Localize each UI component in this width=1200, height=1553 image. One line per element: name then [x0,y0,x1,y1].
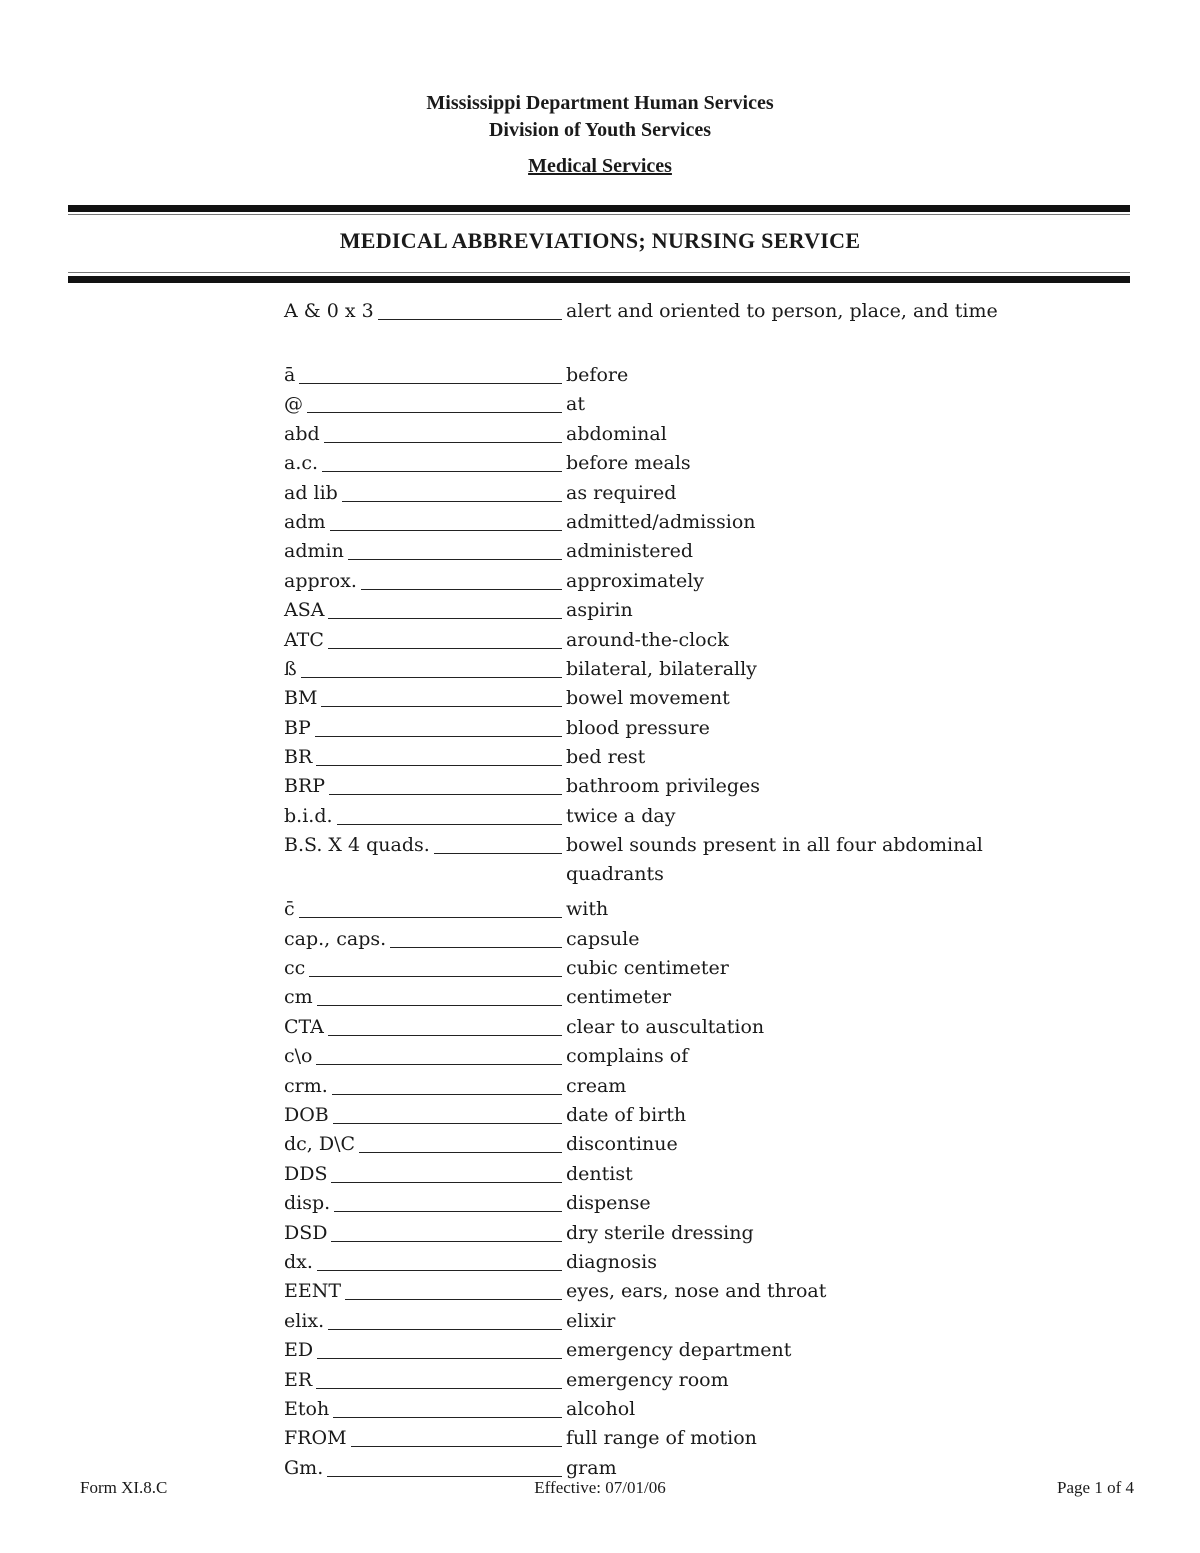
leader-line [284,706,562,707]
top-rule [68,205,1130,212]
abbreviation: DSD [284,1219,331,1248]
abbreviation: c\o [284,1042,316,1071]
org-name-line2: Division of Youth Services [488,119,712,141]
abbreviation-meaning: eyes, ears, nose and throat [566,1280,827,1303]
abbreviation-meaning: centimeter [566,986,672,1009]
abbreviation-row [284,1219,1044,1248]
abbreviation-list [284,297,1044,1483]
leader-line [284,412,562,413]
abbreviation: a.c. [284,449,322,478]
abbreviation-row [284,361,1044,390]
leader-line [284,736,562,737]
abbreviation-row [284,772,1044,801]
abbreviation-meaning: elixir [566,1309,616,1332]
abbreviation-row [284,567,1044,596]
abbreviation-meaning: bowel sounds present in all four abdominal quadrants [566,834,983,886]
abbreviation: adm [284,508,330,537]
abbreviation-row [284,1336,1044,1365]
abbreviation-row [284,743,1044,772]
org-name-line1: Mississippi Department Human Services [426,92,774,114]
effective-date: Effective: 07/01/06 [534,1478,666,1497]
abbreviation-meaning: before meals [566,452,691,475]
abbreviation: ATC [284,626,328,655]
abbreviation: ā [284,361,299,390]
abbreviation-row [284,390,1044,419]
abbreviation: cc [284,954,309,983]
abbreviation-row [284,684,1044,713]
abbreviation-meaning: twice a day [566,804,676,827]
abbreviation: BM [284,684,321,713]
leader-line [284,976,562,977]
abbreviation: dx. [284,1248,317,1277]
abbreviation-meaning: dentist [566,1162,633,1185]
abbreviation-meaning: cream [566,1074,627,1097]
abbreviation-row [284,1366,1044,1395]
abbreviation-meaning: full range of motion [566,1427,757,1450]
abbreviation: c̄ [284,895,299,924]
abbreviation-meaning: emergency department [566,1339,792,1362]
abbreviation-row [284,655,1044,684]
abbreviation: admin [284,537,348,566]
abbreviation-row [284,420,1044,449]
abbreviation: Gm. [284,1454,327,1483]
leader-line [284,471,562,472]
section-title: Medical Services [528,155,672,177]
abbreviation: A & 0 x 3 [284,297,378,326]
abbreviation-meaning: diagnosis [566,1250,657,1273]
abbreviation-meaning: with [566,898,609,921]
top-rule-thin [68,214,1130,215]
abbreviation-meaning: at [566,393,585,416]
abbreviation-meaning: dispense [566,1192,651,1215]
abbreviation-meaning: bowel movement [566,687,730,710]
abbreviation-meaning: bathroom privileges [566,775,760,798]
abbreviation-meaning: discontinue [566,1133,678,1156]
abbreviation: B.S. X 4 quads. [284,831,434,860]
abbreviation-row [284,1042,1044,1071]
abbreviation: BR [284,743,316,772]
leader-line [284,1358,562,1359]
leader-line [284,383,562,384]
abbreviation: cm [284,983,317,1012]
abbreviation-row [284,1101,1044,1130]
abbreviation-meaning: bed rest [566,746,646,769]
leader-line [284,917,562,918]
abbreviation-row [284,1277,1044,1306]
abbreviation-row [284,895,1044,924]
abbreviation-meaning: blood pressure [566,716,710,739]
abbreviation: EENT [284,1277,345,1306]
abbreviation: ER [284,1366,316,1395]
abbreviation-row [284,1189,1044,1218]
abbreviation-meaning: alert and oriented to person, place, and time [566,300,998,322]
abbreviation-meaning: gram [566,1456,617,1479]
leader-line [284,1270,562,1271]
abbreviation: elix. [284,1307,328,1336]
page-footer [0,1478,1200,1502]
abbreviation-row [284,537,1044,566]
abbreviation: ED [284,1336,317,1365]
abbreviation-row [284,449,1044,478]
document-title: MEDICAL ABBREVIATIONS; NURSING SERVICE [339,228,861,253]
abbreviation: disp. [284,1189,334,1218]
abbreviation: BP [284,714,315,743]
abbreviation-meaning: administered [566,540,694,563]
abbreviation-meaning: before [566,364,629,386]
abbreviation-meaning: as required [566,481,677,504]
abbreviation-meaning: abdominal [566,422,667,445]
abbreviation-row [284,297,1044,361]
abbreviation: DDS [284,1160,331,1189]
leader-line [284,1005,562,1006]
abbreviation-row [284,954,1044,983]
abbreviation-row [284,1160,1044,1189]
abbreviation: b.i.d. [284,802,337,831]
abbreviation: approx. [284,567,361,596]
form-number: Form XI.8.C [80,1478,168,1497]
leader-line [284,765,562,766]
abbreviation: ad lib [284,479,342,508]
abbreviation: ß [284,655,301,684]
abbreviation: @ [284,390,307,419]
abbreviation-meaning: aspirin [566,599,633,622]
abbreviation-meaning: alcohol [566,1397,636,1420]
abbreviation-row [284,626,1044,655]
abbreviation-meaning: around-the-clock [566,628,729,651]
abbreviation-meaning: complains of [566,1045,689,1068]
abbreviation-row [284,508,1044,537]
abbreviation-row [284,983,1044,1012]
abbreviation-row [284,479,1044,508]
leader-line [284,442,562,443]
leader-line [284,1064,562,1065]
leader-line [284,1388,562,1389]
abbreviation-row [284,1395,1044,1424]
abbreviation-meaning: bilateral, bilaterally [566,657,757,680]
bottom-rule-thin [68,272,1130,273]
abbreviation: abd [284,420,324,449]
abbreviation: BRP [284,772,329,801]
abbreviation-row [284,802,1044,831]
page-number: Page 1 of 4 [1057,1478,1134,1497]
abbreviation-row [284,1013,1044,1042]
abbreviation-row [284,925,1044,954]
abbreviation: FROM [284,1424,351,1453]
abbreviation: crm. [284,1072,332,1101]
bottom-rule [68,276,1130,283]
abbreviation: ASA [284,596,328,625]
abbreviation-meaning: admitted/admission [566,510,756,533]
abbreviation-meaning: capsule [566,927,640,950]
abbreviation-row [284,1248,1044,1277]
abbreviation-meaning: cubic centimeter [566,957,729,980]
abbreviation-row [284,831,1044,895]
abbreviation: DOB [284,1101,333,1130]
abbreviation-meaning: clear to auscultation [566,1015,765,1038]
abbreviation-row [284,596,1044,625]
abbreviation: CTA [284,1013,328,1042]
abbreviation-meaning: approximately [566,569,705,592]
abbreviation-meaning: emergency room [566,1368,729,1391]
abbreviation: Etoh [284,1395,333,1424]
abbreviation-row [284,714,1044,743]
abbreviation-row [284,1072,1044,1101]
abbreviation-row [284,1307,1044,1336]
abbreviation-meaning: dry sterile dressing [566,1221,754,1244]
abbreviation: dc, D\C [284,1130,359,1159]
abbreviation-row [284,1424,1044,1453]
document-header [0,90,1200,178]
abbreviation-meaning: date of birth [566,1103,687,1126]
abbreviation-row [284,1130,1044,1159]
abbreviation: cap., caps. [284,925,390,954]
leader-line [284,677,562,678]
